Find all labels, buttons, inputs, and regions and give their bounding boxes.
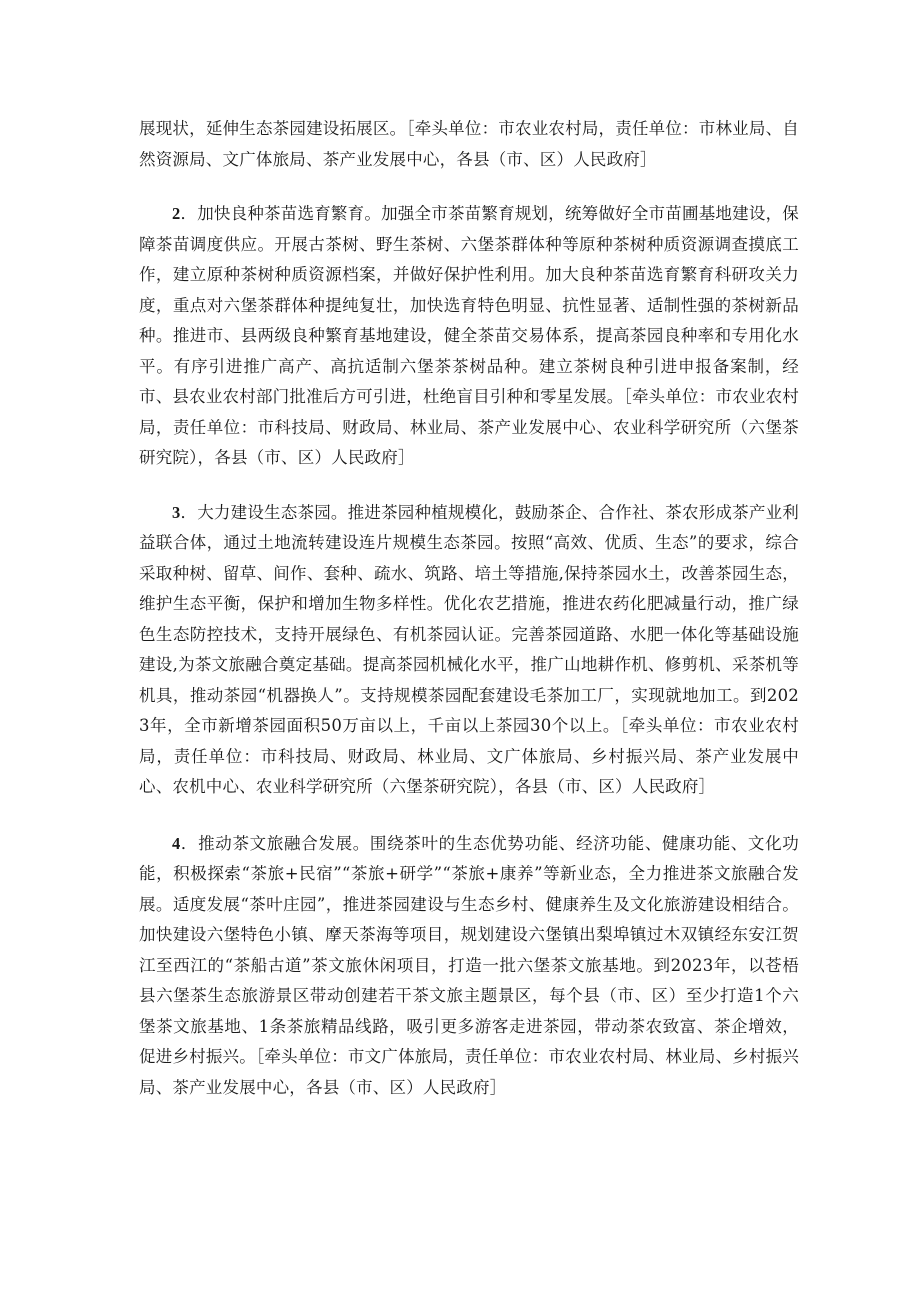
paragraph-number: 2 bbox=[172, 204, 181, 223]
document-page bbox=[139, 114, 799, 1103]
paragraph-item-2 bbox=[139, 199, 799, 474]
paragraph-continuation bbox=[139, 114, 799, 175]
paragraph-number: 3 bbox=[172, 502, 181, 522]
paragraph-text: ．加快良种茶苗选育繁育。加强全市茶苗繁育规划，统筹做好全市苗圃基地建设，保障茶苗调度供应。开展古茶树、野生茶树、六堡茶群体种等原种茶树种质资源调查摸底工作，建立原种茶树种质资源档案，并做好保护性利用。加大良种茶苗选育繁育科研攻关力度，重点对六堡茶群体种提纯复壮，加快选育特色明显、抗性显著、适制性强的茶树新品种。推进市、县两级良种繁育基地建设，健全茶苗交易体系，提高茶园良种率和专用化水平。有序引进推广高产、高抗适制六堡茶茶树品种。建立茶树良种引进申报备案制，经市、县农业农村部门批准后方可引进，杜绝盲目引种和零星发展。［牵头单位：市农业农村局，责任单位：市科技局、财政局、林业局、茶产业发展中心、农业科学研究所（六堡茶研究院），各县（市、区）人民政府］ bbox=[139, 204, 799, 467]
paragraph-item-4 bbox=[139, 829, 799, 1104]
paragraph-text: 展现状，延伸生态茶园建设拓展区。［牵头单位：市农业农村局，责任单位：市林业局、自然资源局、文广体旅局、茶产业发展中心，各县（市、区）人民政府］ bbox=[139, 119, 799, 169]
paragraph-item-3 bbox=[139, 498, 799, 803]
paragraph-text: ．推动茶文旅融合发展。围绕茶叶的生态优势功能、经济功能、健康功能、文化功能，积极探索“茶旅+民宿”“茶旅+研学”“茶旅+康养”等新业态，全力推进茶文旅融合发展。适度发展“茶叶庄园”，推进茶园建设与生态乡村、健康养生及文化旅游建设相结合。加快建设六堡特色小镇、摩天茶海等项目，规划建设六堡镇出梨埠镇过木双镇经东安江贺江至西江的“茶船古道”茶文旅休闲项目，打造一批六堡茶文旅基地。到2023年，以苍梧县六堡茶生态旅游景区带动创建若干茶文旅主题景区，每个县（市、区）至少打造1个六堡茶文旅基地、1条茶旅精品线路，吸引更多游客走进茶园，带动茶农致富、茶企增效，促进乡村振兴。［牵头单位：市文广体旅局，责任单位：市农业农村局、林业局、乡村振兴局、茶产业发展中心，各县（市、区）人民政府］ bbox=[139, 833, 799, 1097]
paragraph-number: 4 bbox=[172, 833, 181, 853]
paragraph-text: ．大力建设生态茶园。推进茶园种植规模化，鼓励茶企、合作社、茶农形成茶产业利益联合体，通过土地流转建设连片规模生态茶园。按照“高效、优质、生态”的要求，综合采取种树、留草、间作、套种、疏水、筑路、培土等措施,保持茶园水土，改善茶园生态，维护生态平衡，保护和增加生物多样性。优化农艺措施，推进农药化肥减量行动，推广绿色生态防控技术，支持开展绿色、有机茶园认证。完善茶园道路、水肥一体化等基础设施建设,为茶文旅融合奠定基础。提高茶园机械化水平，推广山地耕作机、修剪机、采茶机等机具，推动茶园“机器换人”。支持规模茶园配套建设毛茶加工厂，实现就地加工。到2023年，全市新增茶园面积50万亩以上，千亩以上茶园30个以上。［牵头单位：市农业农村局，责任单位：市科技局、财政局、林业局、文广体旅局、乡村振兴局、茶产业发展中心、农机中心、农业科学研究所（六堡茶研究院），各县（市、区）人民政府］ bbox=[139, 502, 799, 796]
